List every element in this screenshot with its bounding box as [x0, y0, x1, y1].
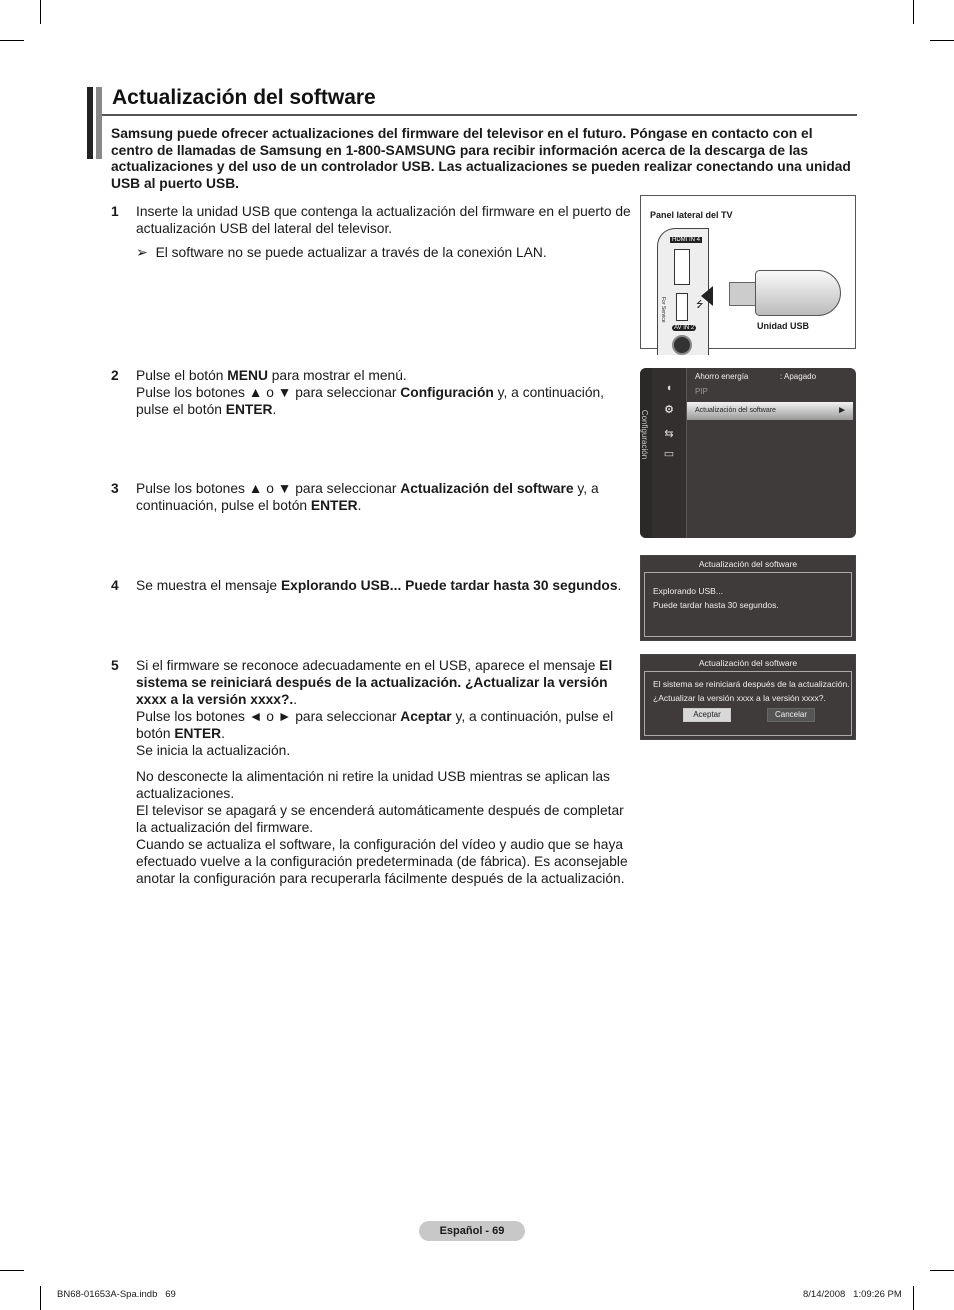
- panel-label: Panel lateral del TV: [650, 210, 733, 220]
- footer-file: BN68-01653A-Spa.indb 69: [57, 1289, 176, 1300]
- crop-mark: [913, 1286, 914, 1310]
- hdmi-label: HDMI IN 4: [672, 237, 701, 243]
- intro-paragraph: Samsung puede ofrecer actualizaciones del firmware del televisor en el futuro. Póngase en contacto con el centro de llamadas de Samsung en 1-800-SAMSUNG para recibir información acerca de la descarga de las actualizaciones y del uso de un controlador USB. Las actualizaciones se pueden realizar conectando una unidad USB al puerto USB.: [111, 126, 851, 191]
- cancel-button[interactable]: Cancelar: [767, 708, 815, 722]
- crop-mark: [930, 40, 954, 41]
- note-arrow-icon: ➢: [136, 245, 148, 260]
- application-icon[interactable]: ▭: [663, 448, 675, 460]
- usb-symbol-icon: ⭍: [696, 299, 704, 309]
- step-text: Se inicia la actualización.: [136, 743, 291, 758]
- page-title: Actualización del software: [112, 86, 376, 109]
- dialog-title: Actualización del software: [698, 559, 798, 569]
- footer-date: 8/14/2008 1:09:26 PM: [803, 1289, 902, 1300]
- dialog-title: Actualización del software: [698, 658, 798, 668]
- av-label: AV IN 2: [674, 325, 695, 331]
- dialog-text: Explorando USB...: [653, 586, 723, 596]
- setup-gear-icon[interactable]: ⚙: [664, 404, 674, 416]
- dialog-body: [644, 572, 852, 637]
- dialog-body: [644, 671, 852, 736]
- step-number: 5: [111, 658, 119, 673]
- step-text: Si el firmware se reconoce adecuadamente en el USB, aparece el mensaje El sistema se reiniciará después de la actualización. ¿Actualizar la versión xxxx a la versión xxxx?..: [136, 658, 613, 707]
- step-text: Pulse los botones ▲ o ▼ para seleccionar Actualización del software y, a continuación, pulse el botón ENTER.: [136, 481, 599, 513]
- picture-icon[interactable]: ◖: [665, 382, 673, 394]
- osd-row-label[interactable]: PIP: [695, 387, 708, 396]
- osd-highlighted-row[interactable]: [687, 402, 853, 420]
- input-icon[interactable]: ⇆: [664, 428, 674, 440]
- title-rule: [102, 114, 857, 116]
- step-number: 1: [111, 204, 119, 219]
- usb-port-icon: [676, 293, 688, 321]
- step-text: Pulse el botón MENU para mostrar el menú.: [136, 368, 407, 383]
- step-text: Inserte la unidad USB que contenga la actualización del firmware en el puerto de actualización USB del lateral del televisor.: [136, 204, 631, 236]
- osd-row-value: : Apagado: [780, 372, 817, 381]
- crop-mark: [0, 1270, 24, 1271]
- insert-arrow-icon: [701, 286, 713, 306]
- step-number: 3: [111, 481, 119, 496]
- accept-button[interactable]: Aceptar: [683, 708, 731, 722]
- page-number-badge: Español - 69: [419, 1221, 525, 1241]
- osd-confirm-dialog: [640, 654, 856, 740]
- usb-figure: [640, 195, 856, 349]
- service-label: For Service: [660, 297, 666, 323]
- crop-mark: [930, 1270, 954, 1271]
- dialog-text: Puede tardar hasta 30 segundos.: [653, 600, 779, 610]
- osd-row-label[interactable]: Ahorro energía: [695, 372, 749, 381]
- usb-label: Unidad USB: [757, 321, 810, 331]
- step-text: Pulse los botones ▲ o ▼ para seleccionar Configuración y, a continuación, pulse el botón ENTER.: [136, 385, 604, 417]
- step-text: Se muestra el mensaje Explorando USB... Puede tardar hasta 30 segundos.: [136, 578, 622, 593]
- osd-setup-menu: [640, 368, 856, 538]
- title-accent-bar: [96, 87, 102, 159]
- step-number: 4: [111, 578, 119, 593]
- dialog-text: ¿Actualizar la versión xxxx a la versión xxxx?.: [653, 693, 826, 703]
- title-accent-bar: [87, 87, 93, 159]
- crop-mark: [913, 0, 914, 24]
- step-number: 2: [111, 368, 119, 383]
- osd-icon-column: [652, 368, 687, 538]
- arrow-right-icon: ►: [837, 405, 847, 416]
- usb-drive-icon: [755, 270, 841, 316]
- crop-mark: [40, 0, 41, 24]
- note-text: El software no se puede actualizar a través de la conexión LAN.: [155, 245, 547, 260]
- warning-paragraph: No desconecte la alimentación ni retire la unidad USB mientras se aplican las actualizaciones. El televisor se apagará y se encenderá automáticamente después de completar la actualización del firmware. Cuando se actualiza el software, la configuración del vídeo y audio que se haya efectuado vuelve a la configuración predeterminada (de fábrica). Es aconsejable anotar la configuración para recuperarla fácilmente después de la actualización.: [136, 769, 628, 886]
- crop-mark: [40, 1286, 41, 1310]
- osd-menu-label: Configuración: [640, 409, 650, 460]
- crop-mark: [0, 40, 24, 41]
- note: [136, 245, 547, 261]
- osd-scanning-dialog: [640, 555, 856, 641]
- osd-highlight-label: Actualización del software: [695, 407, 776, 414]
- step-text: Pulse los botones ◄ o ► para seleccionar Aceptar y, a continuación, pulse el botón ENTER.: [136, 709, 614, 741]
- hdmi-port-icon: [674, 249, 690, 285]
- av-port-icon: [672, 335, 692, 355]
- dialog-text: El sistema se reiniciará después de la actualización.: [653, 679, 850, 689]
